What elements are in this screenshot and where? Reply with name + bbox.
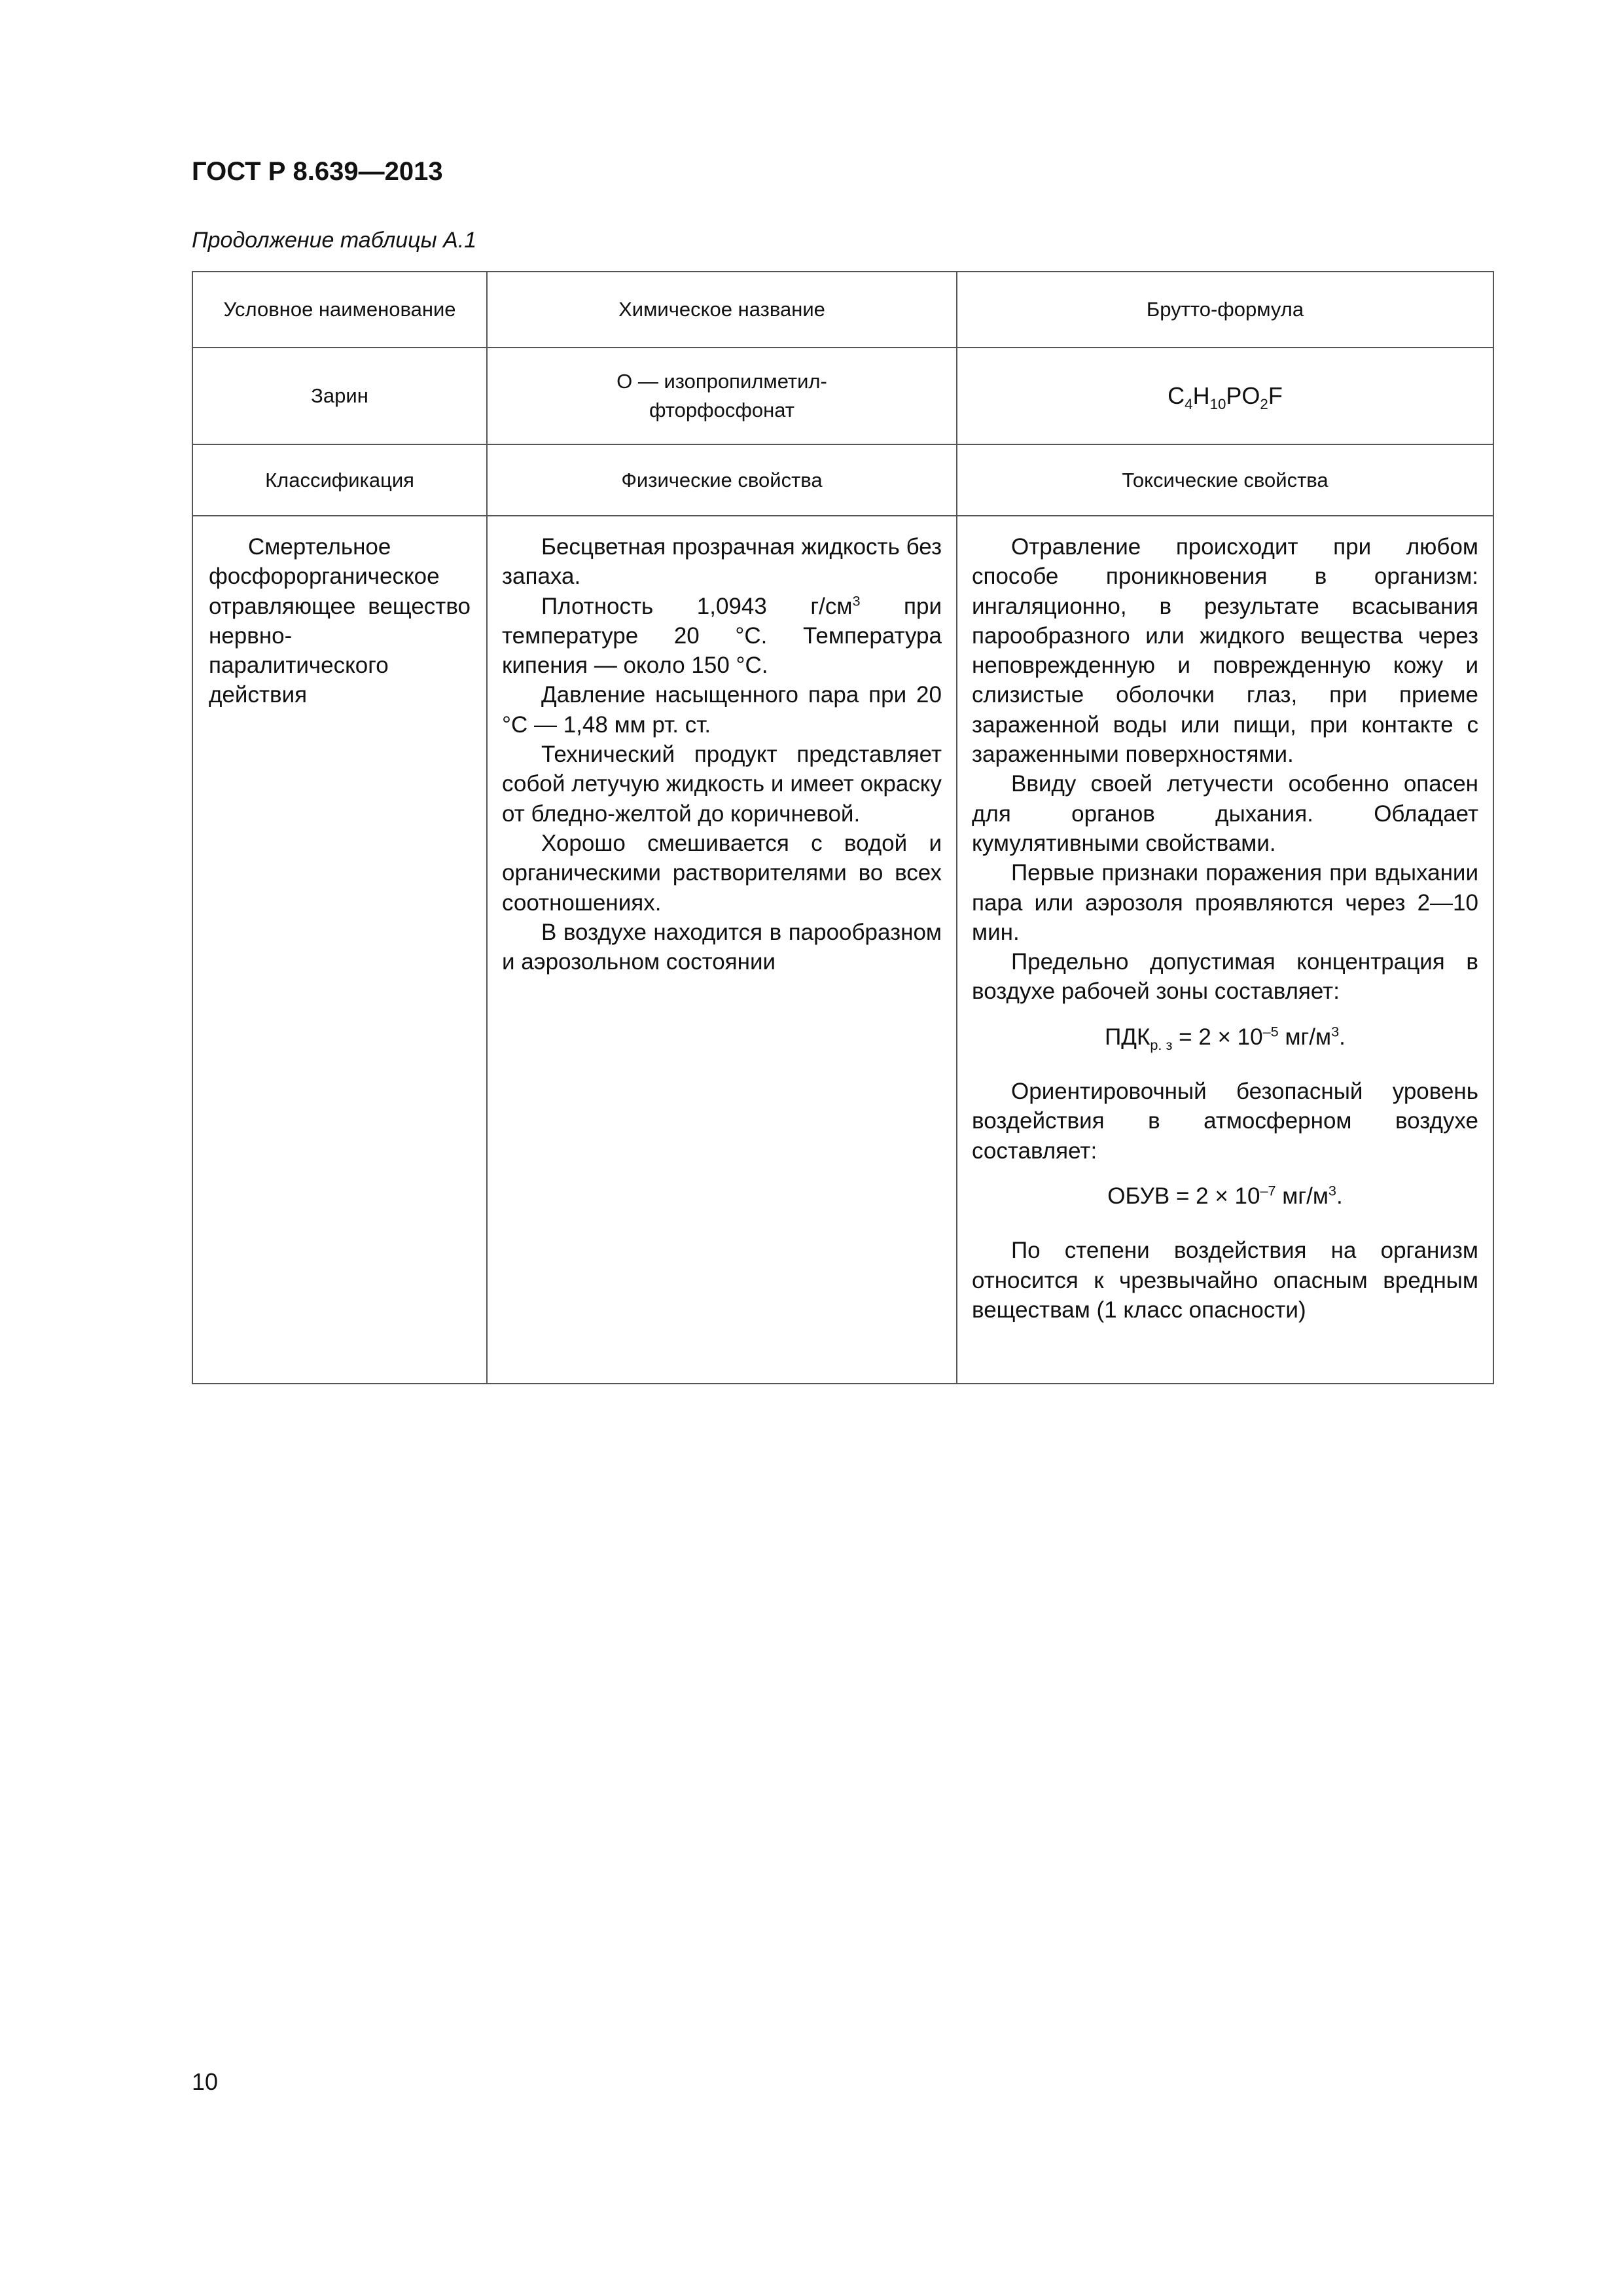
table-header-row <box>192 272 1493 348</box>
substance-name: Зарин <box>192 348 487 444</box>
toxic-paragraph: Предельно допустимая концентрация в воздухе рабочей зоны составляет: <box>972 949 1478 1005</box>
table-body-row <box>192 516 1493 1384</box>
table-subheader-row <box>192 444 1493 516</box>
physical-paragraph: Бесцветная прозрачная жидкость без запаха. <box>502 534 942 590</box>
toxic-paragraph: Отравление происходит при любом способе проникновения в организм: ингаляционно, в результате всасывания парообразного или жидкого вещества через неповрежденную и поврежденную кожу и слизистые оболочки глаз, при приеме зараженной воды или пищи, при контакте с зараженными поверхностями. <box>972 534 1478 768</box>
formula-part: H <box>1192 382 1210 409</box>
physical-paragraph: Хорошо смешивается с водой и органическими растворителями во всех соотношениях. <box>502 830 942 916</box>
formula-part: PO <box>1226 382 1260 409</box>
header-cell-chemical: Химическое название <box>487 272 957 348</box>
document-header: ГОСТ Р 8.639—2013 <box>192 157 443 186</box>
substance-table <box>192 271 1494 1384</box>
physical-properties-cell <box>487 516 957 1384</box>
formula-subscript: 10 <box>1209 396 1226 413</box>
header-cell-physical: Физические свойства <box>487 444 957 516</box>
header-cell-toxic: Токсические свойства <box>957 444 1493 516</box>
physical-paragraph: Давление насыщенного пара при 20 °С — 1,48 мм рт. ст. <box>502 682 942 738</box>
pdk-formula: $ПДК_{р. з} = 2 \times 10^{-5}$ $мг/м^3$. <box>1105 1023 1346 1053</box>
toxic-paragraph: Ориентировочный безопасный уровень воздействия в атмосферном воздухе составляет: <box>972 1079 1478 1164</box>
toxic-paragraph: Первые признаки поражения при вдыхании пара или аэрозоля проявляются через 2—10 мин. <box>972 860 1478 945</box>
formula-subscript: 4 <box>1185 396 1193 413</box>
header-cell-formula: Брутто-формула <box>957 272 1493 348</box>
table-caption: Продолжение таблицы А.1 <box>192 228 477 253</box>
gross-formula <box>957 348 1493 444</box>
physical-paragraph: Технический продукт представляет собой летучую жидкость и имеет окраску от бледно-желтой до коричневой. <box>502 742 942 827</box>
header-cell-name: Условное наименование <box>192 272 487 348</box>
classification-cell <box>192 516 487 1384</box>
formula-part: F <box>1268 382 1283 409</box>
toxic-paragraph: По степени воздействия на организм относится к чрезвычайно опасным вредным веществам (1 класс опасности) <box>972 1238 1478 1323</box>
physical-paragraph: Плотность 1,0943 $г/см^3$ при температуре 20 °С. Температура кипения — около 150 °С. <box>502 592 942 679</box>
page-number: 10 <box>192 2068 219 2095</box>
formula-part: C <box>1168 382 1185 409</box>
formula-subscript: 2 <box>1260 396 1268 413</box>
physical-paragraph: В воздухе находится в парообразном и аэрозольном состоянии <box>502 919 942 975</box>
chemical-name <box>487 348 957 444</box>
toxic-properties-cell <box>957 516 1493 1384</box>
toxic-paragraph: Ввиду своей летучести особенно опасен для органов дыхания. Обладает кумулятивными свойствами. <box>972 771 1478 856</box>
obuv-formula: ОБУВ = $2 \times 10^{-7}$ $мг/м^3$. <box>1107 1182 1343 1209</box>
table-row <box>192 348 1493 444</box>
header-cell-classification: Классификация <box>192 444 487 516</box>
classification-text: Смертельное фосфорорганическое отравляющее вещество нервно-паралитического действия <box>209 534 471 708</box>
chemical-name-line: фторфосфонат <box>649 399 795 422</box>
chemical-name-line: О — изопропилметил- <box>616 370 827 393</box>
